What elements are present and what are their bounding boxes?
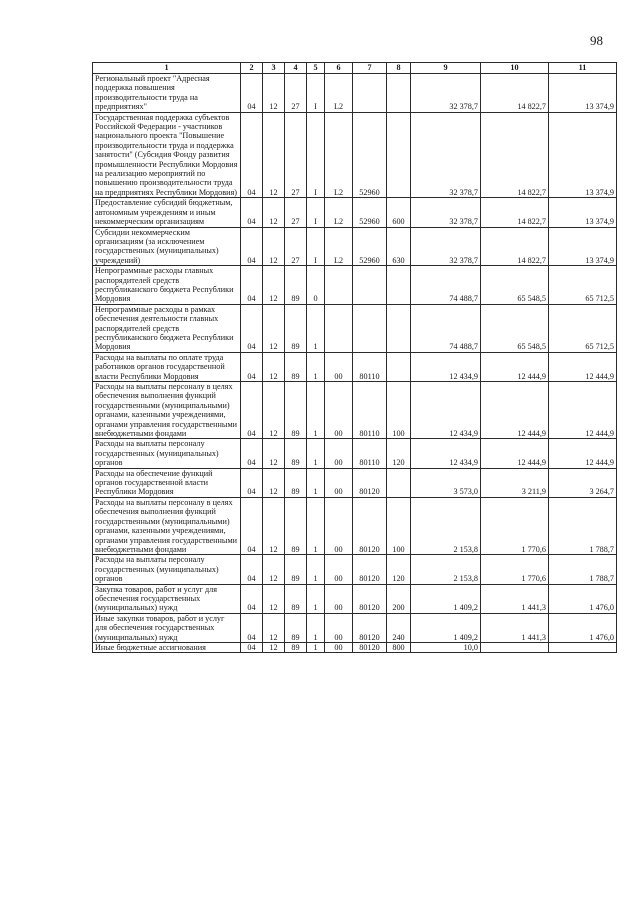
program-code-cell: 89 <box>285 468 307 497</box>
direction-code-cell: 80120 <box>353 555 387 584</box>
direction-code-cell <box>353 266 387 305</box>
amount-col9-cell: 1 409,2 <box>411 584 481 613</box>
column-header: 4 <box>285 63 307 74</box>
subsection-code-cell: 12 <box>263 227 285 266</box>
direction-code-cell: 80120 <box>353 584 387 613</box>
direction-code-cell: 80110 <box>353 439 387 468</box>
subprogram-code-cell: 1 <box>307 382 325 439</box>
section-code-cell: 04 <box>241 74 263 113</box>
program-code-cell: 89 <box>285 497 307 554</box>
amount-col9-cell: 32 378,7 <box>411 74 481 113</box>
expense-type-cell: 240 <box>387 613 411 642</box>
amount-col10-cell: 12 444,9 <box>481 352 549 381</box>
event-code-cell <box>325 304 353 352</box>
direction-code-cell <box>353 74 387 113</box>
amount-col10-cell: 14 822,7 <box>481 112 549 198</box>
direction-code-cell: 80120 <box>353 497 387 554</box>
row-name-cell: Непрограммные расходы главных распорядителей средств республиканского бюджета Республики Мордовия <box>93 266 241 305</box>
subprogram-code-cell: 1 <box>307 468 325 497</box>
table-row <box>93 382 617 439</box>
event-code-cell: L2 <box>325 74 353 113</box>
table-row <box>93 584 617 613</box>
program-code-cell: 27 <box>285 74 307 113</box>
program-code-cell: 89 <box>285 613 307 642</box>
subprogram-code-cell: 1 <box>307 555 325 584</box>
column-header: 6 <box>325 63 353 74</box>
table-row <box>93 266 617 305</box>
section-code-cell: 04 <box>241 584 263 613</box>
expense-type-cell: 120 <box>387 555 411 584</box>
table-row <box>93 304 617 352</box>
program-code-cell: 89 <box>285 555 307 584</box>
amount-col9-cell: 32 378,7 <box>411 198 481 227</box>
amount-col10-cell: 14 822,7 <box>481 74 549 113</box>
amount-col10-cell: 1 770,6 <box>481 497 549 554</box>
subprogram-code-cell: I <box>307 227 325 266</box>
amount-col10-cell: 1 770,6 <box>481 555 549 584</box>
amount-col9-cell: 1 409,2 <box>411 613 481 642</box>
direction-code-cell: 80120 <box>353 613 387 642</box>
amount-col11-cell: 13 374,9 <box>549 112 617 198</box>
amount-col11-cell: 12 444,9 <box>549 439 617 468</box>
amount-col10-cell: 14 822,7 <box>481 198 549 227</box>
table-row <box>93 74 617 113</box>
page-number: 98 <box>590 33 603 48</box>
subprogram-code-cell: I <box>307 74 325 113</box>
program-code-cell: 89 <box>285 352 307 381</box>
expense-type-cell: 200 <box>387 584 411 613</box>
subprogram-code-cell: I <box>307 198 325 227</box>
column-header: 1 <box>93 63 241 74</box>
row-name-cell: Непрограммные расходы в рамках обеспечения деятельности главных распорядителей средств республиканского бюджета Республики Мордовия <box>93 304 241 352</box>
amount-col11-cell: 12 444,9 <box>549 382 617 439</box>
section-code-cell: 04 <box>241 468 263 497</box>
event-code-cell: 00 <box>325 352 353 381</box>
table-row <box>93 227 617 266</box>
amount-col10-cell <box>481 642 549 652</box>
amount-col9-cell: 74 488,7 <box>411 304 481 352</box>
expense-type-cell: 100 <box>387 382 411 439</box>
row-name-cell: Расходы на выплаты персоналу в целях обеспечения выполнения функций государственными (муниципальными) органами, казенными учреждениями, органами управления государственными внебюджетными фондами <box>93 382 241 439</box>
row-name-cell: Региональный проект "Адресная поддержка повышения производительности труда на предприятиях" <box>93 74 241 113</box>
expense-type-cell: 630 <box>387 227 411 266</box>
row-name-cell: Расходы на выплаты персоналу государственных (муниципальных) органов <box>93 555 241 584</box>
column-header: 5 <box>307 63 325 74</box>
amount-col11-cell: 65 712,5 <box>549 266 617 305</box>
amount-col9-cell: 32 378,7 <box>411 227 481 266</box>
table-row <box>93 352 617 381</box>
event-code-cell: 00 <box>325 613 353 642</box>
table-row <box>93 439 617 468</box>
amount-col11-cell: 13 374,9 <box>549 198 617 227</box>
direction-code-cell: 80120 <box>353 468 387 497</box>
subsection-code-cell: 12 <box>263 468 285 497</box>
amount-col11-cell: 1 788,7 <box>549 497 617 554</box>
section-code-cell: 04 <box>241 198 263 227</box>
amount-col9-cell: 10,0 <box>411 642 481 652</box>
expense-type-cell: 800 <box>387 642 411 652</box>
event-code-cell: 00 <box>325 468 353 497</box>
amount-col10-cell: 65 548,5 <box>481 304 549 352</box>
amount-col11-cell: 1 476,0 <box>549 584 617 613</box>
event-code-cell: 00 <box>325 555 353 584</box>
section-code-cell: 04 <box>241 227 263 266</box>
program-code-cell: 89 <box>285 382 307 439</box>
program-code-cell: 89 <box>285 304 307 352</box>
row-name-cell: Иные закупки товаров, работ и услуг для обеспечения государственных (муниципальных) нужд <box>93 613 241 642</box>
table-row <box>93 497 617 554</box>
program-code-cell: 89 <box>285 584 307 613</box>
amount-col11-cell: 1 476,0 <box>549 613 617 642</box>
direction-code-cell: 52960 <box>353 112 387 198</box>
table-header-row <box>93 63 617 74</box>
event-code-cell: 00 <box>325 642 353 652</box>
subprogram-code-cell: 1 <box>307 439 325 468</box>
subprogram-code-cell: 1 <box>307 304 325 352</box>
section-code-cell: 04 <box>241 112 263 198</box>
amount-col11-cell: 13 374,9 <box>549 74 617 113</box>
expense-type-cell <box>387 352 411 381</box>
subprogram-code-cell: I <box>307 112 325 198</box>
subsection-code-cell: 12 <box>263 555 285 584</box>
row-name-cell: Иные бюджетные ассигнования <box>93 642 241 652</box>
amount-col9-cell: 32 378,7 <box>411 112 481 198</box>
amount-col11-cell <box>549 642 617 652</box>
amount-col9-cell: 12 434,9 <box>411 382 481 439</box>
amount-col9-cell: 2 153,8 <box>411 497 481 554</box>
expense-type-cell <box>387 74 411 113</box>
column-header: 7 <box>353 63 387 74</box>
amount-col10-cell: 14 822,7 <box>481 227 549 266</box>
column-header: 3 <box>263 63 285 74</box>
amount-col9-cell: 2 153,8 <box>411 555 481 584</box>
direction-code-cell: 80110 <box>353 352 387 381</box>
program-code-cell: 27 <box>285 112 307 198</box>
program-code-cell: 89 <box>285 642 307 652</box>
subsection-code-cell: 12 <box>263 112 285 198</box>
row-name-cell: Закупка товаров, работ и услуг для обеспечения государственных (муниципальных) нужд <box>93 584 241 613</box>
section-code-cell: 04 <box>241 439 263 468</box>
column-header: 8 <box>387 63 411 74</box>
subsection-code-cell: 12 <box>263 613 285 642</box>
table-row <box>93 613 617 642</box>
subsection-code-cell: 12 <box>263 266 285 305</box>
row-name-cell: Расходы на выплаты персоналу государственных (муниципальных) органов <box>93 439 241 468</box>
program-code-cell: 89 <box>285 439 307 468</box>
column-header: 10 <box>481 63 549 74</box>
row-name-cell: Субсидии некоммерческим организациям (за исключением государственных (муниципальных) учреждений) <box>93 227 241 266</box>
section-code-cell: 04 <box>241 352 263 381</box>
amount-col10-cell: 1 441,3 <box>481 613 549 642</box>
column-header: 2 <box>241 63 263 74</box>
expense-type-cell <box>387 304 411 352</box>
direction-code-cell: 52960 <box>353 198 387 227</box>
row-name-cell: Государственная поддержка субъектов Российской Федерации - участников национального проекта "Повышение производительности труда и поддержка занятости" (Субсидия Фонду развития промышленности Республики Мордовия на реализацию мероприятий по повышению производительности труда на предприятиях Республики Мордовия) <box>93 112 241 198</box>
expense-type-cell: 100 <box>387 497 411 554</box>
section-code-cell: 04 <box>241 497 263 554</box>
table-row <box>93 112 617 198</box>
subsection-code-cell: 12 <box>263 304 285 352</box>
event-code-cell: L2 <box>325 112 353 198</box>
row-name-cell: Расходы на выплаты персоналу в целях обеспечения выполнения функций государственными (муниципальными) органами, казенными учреждениями, органами управления государственными внебюджетными фондами <box>93 497 241 554</box>
subsection-code-cell: 12 <box>263 439 285 468</box>
expense-type-cell <box>387 468 411 497</box>
amount-col10-cell: 3 211,9 <box>481 468 549 497</box>
expense-type-cell <box>387 112 411 198</box>
subprogram-code-cell: 1 <box>307 642 325 652</box>
amount-col9-cell: 12 434,9 <box>411 352 481 381</box>
event-code-cell <box>325 266 353 305</box>
program-code-cell: 27 <box>285 227 307 266</box>
direction-code-cell: 80110 <box>353 382 387 439</box>
subprogram-code-cell: 0 <box>307 266 325 305</box>
amount-col10-cell: 1 441,3 <box>481 584 549 613</box>
amount-col10-cell: 12 444,9 <box>481 439 549 468</box>
amount-col10-cell: 65 548,5 <box>481 266 549 305</box>
table-row <box>93 468 617 497</box>
table-row <box>93 642 617 652</box>
amount-col11-cell: 3 264,7 <box>549 468 617 497</box>
event-code-cell: 00 <box>325 439 353 468</box>
amount-col9-cell: 74 488,7 <box>411 266 481 305</box>
amount-col11-cell: 12 444,9 <box>549 352 617 381</box>
amount-col9-cell: 12 434,9 <box>411 439 481 468</box>
subsection-code-cell: 12 <box>263 352 285 381</box>
direction-code-cell <box>353 304 387 352</box>
event-code-cell: L2 <box>325 227 353 266</box>
subsection-code-cell: 12 <box>263 198 285 227</box>
amount-col11-cell: 13 374,9 <box>549 227 617 266</box>
row-name-cell: Расходы на выплаты по оплате труда работников органов государственной власти Республики Мордовия <box>93 352 241 381</box>
event-code-cell: 00 <box>325 584 353 613</box>
subprogram-code-cell: 1 <box>307 584 325 613</box>
amount-col11-cell: 65 712,5 <box>549 304 617 352</box>
section-code-cell: 04 <box>241 642 263 652</box>
section-code-cell: 04 <box>241 304 263 352</box>
column-header: 11 <box>549 63 617 74</box>
subsection-code-cell: 12 <box>263 74 285 113</box>
budget-table <box>92 62 617 653</box>
subsection-code-cell: 12 <box>263 497 285 554</box>
table-row <box>93 555 617 584</box>
direction-code-cell: 80120 <box>353 642 387 652</box>
row-name-cell: Предоставление субсидий бюджетным, автономным учреждениям и иным некоммерческим организациям <box>93 198 241 227</box>
amount-col9-cell: 3 573,0 <box>411 468 481 497</box>
direction-code-cell: 52960 <box>353 227 387 266</box>
expense-type-cell: 600 <box>387 198 411 227</box>
event-code-cell: L2 <box>325 198 353 227</box>
subprogram-code-cell: 1 <box>307 497 325 554</box>
section-code-cell: 04 <box>241 613 263 642</box>
subprogram-code-cell: 1 <box>307 352 325 381</box>
amount-col11-cell: 1 788,7 <box>549 555 617 584</box>
subsection-code-cell: 12 <box>263 584 285 613</box>
section-code-cell: 04 <box>241 382 263 439</box>
event-code-cell: 00 <box>325 497 353 554</box>
subsection-code-cell: 12 <box>263 642 285 652</box>
section-code-cell: 04 <box>241 555 263 584</box>
subprogram-code-cell: 1 <box>307 613 325 642</box>
table-row <box>93 198 617 227</box>
amount-col10-cell: 12 444,9 <box>481 382 549 439</box>
program-code-cell: 89 <box>285 266 307 305</box>
program-code-cell: 27 <box>285 198 307 227</box>
row-name-cell: Расходы на обеспечение функций органов государственной власти Республики Мордовия <box>93 468 241 497</box>
column-header: 9 <box>411 63 481 74</box>
event-code-cell: 00 <box>325 382 353 439</box>
section-code-cell: 04 <box>241 266 263 305</box>
expense-type-cell: 120 <box>387 439 411 468</box>
subsection-code-cell: 12 <box>263 382 285 439</box>
expense-type-cell <box>387 266 411 305</box>
